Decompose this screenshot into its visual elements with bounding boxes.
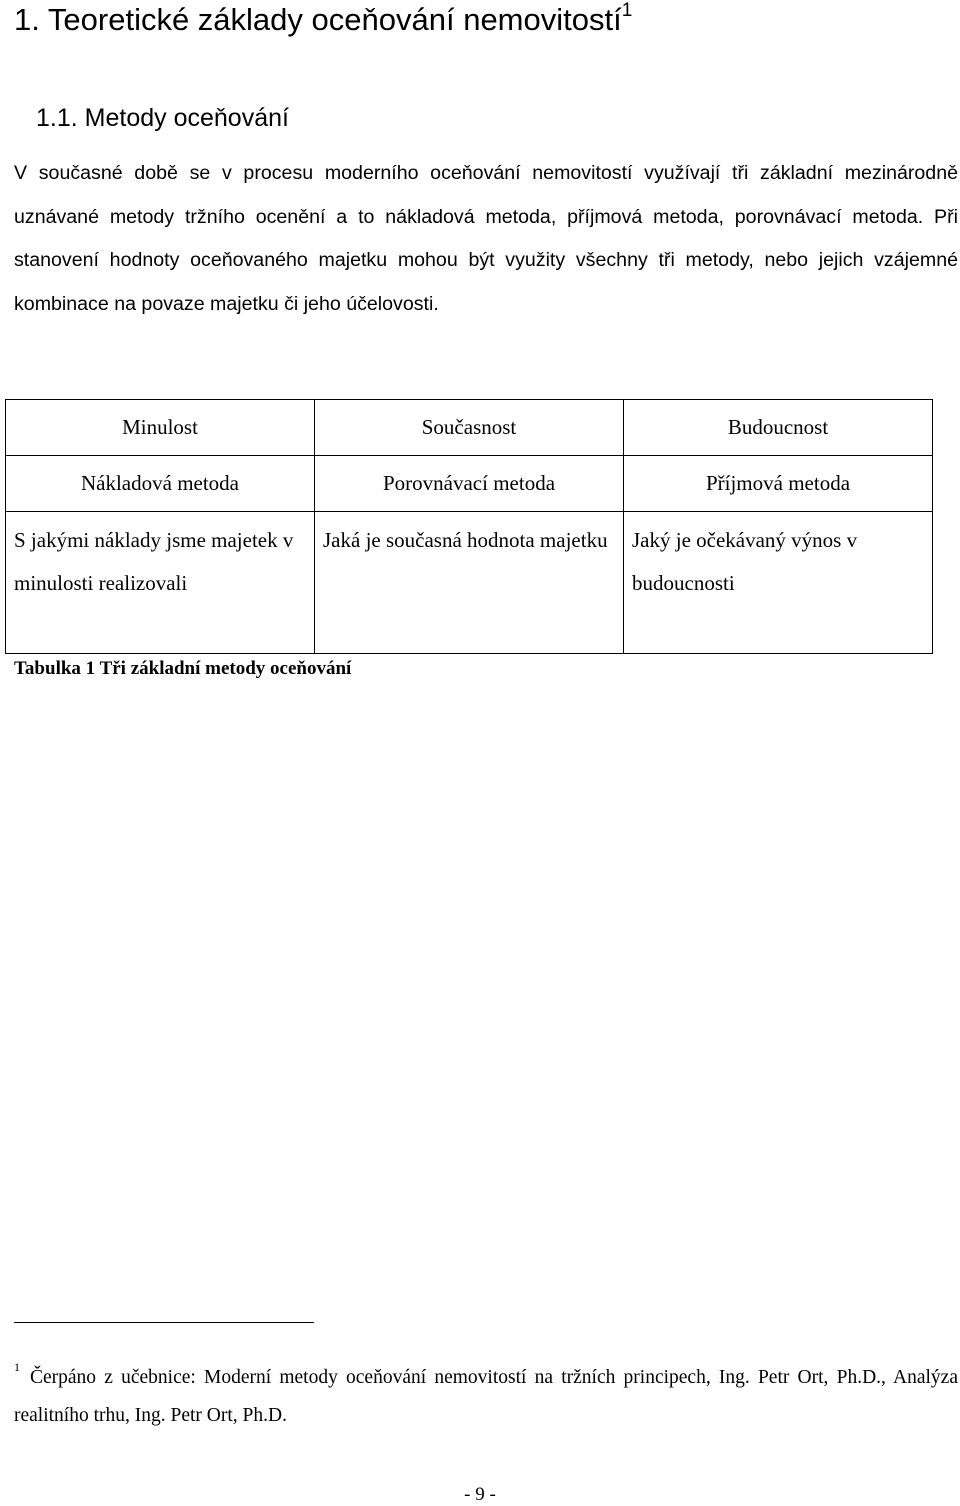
table-row — [6, 456, 933, 512]
footnote-divider — [14, 1322, 314, 1323]
table-cell: Minulost — [6, 400, 315, 456]
footnote — [14, 1359, 958, 1435]
table-cell: Jaký je očekávaný výnos v budoucnosti — [624, 512, 933, 654]
footnote-marker: 1 — [14, 1360, 20, 1374]
table-cell: Současnost — [315, 400, 624, 456]
table-caption: Tabulka 1 Tři základní metody oceňování — [14, 658, 352, 679]
footnote-reference: 1 — [621, 0, 633, 21]
table-cell: S jakými náklady jsme majetek v minulosti realizovali — [6, 512, 315, 654]
footnote-text: Čerpáno z učebnice: Moderní metody oceňování nemovitostí na tržních principech, Ing. Petr Ort, Ph.D., Analýza realitního trhu, Ing. Petr Ort, Ph.D. — [14, 1367, 958, 1426]
table-cell: Příjmová metoda — [624, 456, 933, 512]
table-row — [6, 512, 933, 654]
chapter-heading-text: 1. Teoretické základy oceňování nemovitostí — [14, 2, 622, 37]
table-cell: Budoucnost — [624, 400, 933, 456]
table-cell: Jaká je současná hodnota majetku — [315, 512, 624, 654]
table-cell: Nákladová metoda — [6, 456, 315, 512]
page-number: - 9 - — [464, 1484, 496, 1505]
chapter-heading — [14, 0, 632, 40]
table-row — [6, 400, 933, 456]
body-paragraph: V současné době se v procesu moderního oceňování nemovitostí využívají tři základní mezinárodně uznávané metody tržního ocenění a to nákladová metoda, příjmová metoda, porovnávací metoda. Při stanovení hodnoty oceňovaného majetku mohou být využity všechny tři metody, nebo jejich vzájemné kombinace na povaze majetku či jeho účelovosti. — [14, 162, 958, 315]
table-cell: Porovnávací metoda — [315, 456, 624, 512]
methods-table — [5, 399, 933, 654]
section-heading: 1.1. Metody oceňování — [36, 104, 289, 132]
